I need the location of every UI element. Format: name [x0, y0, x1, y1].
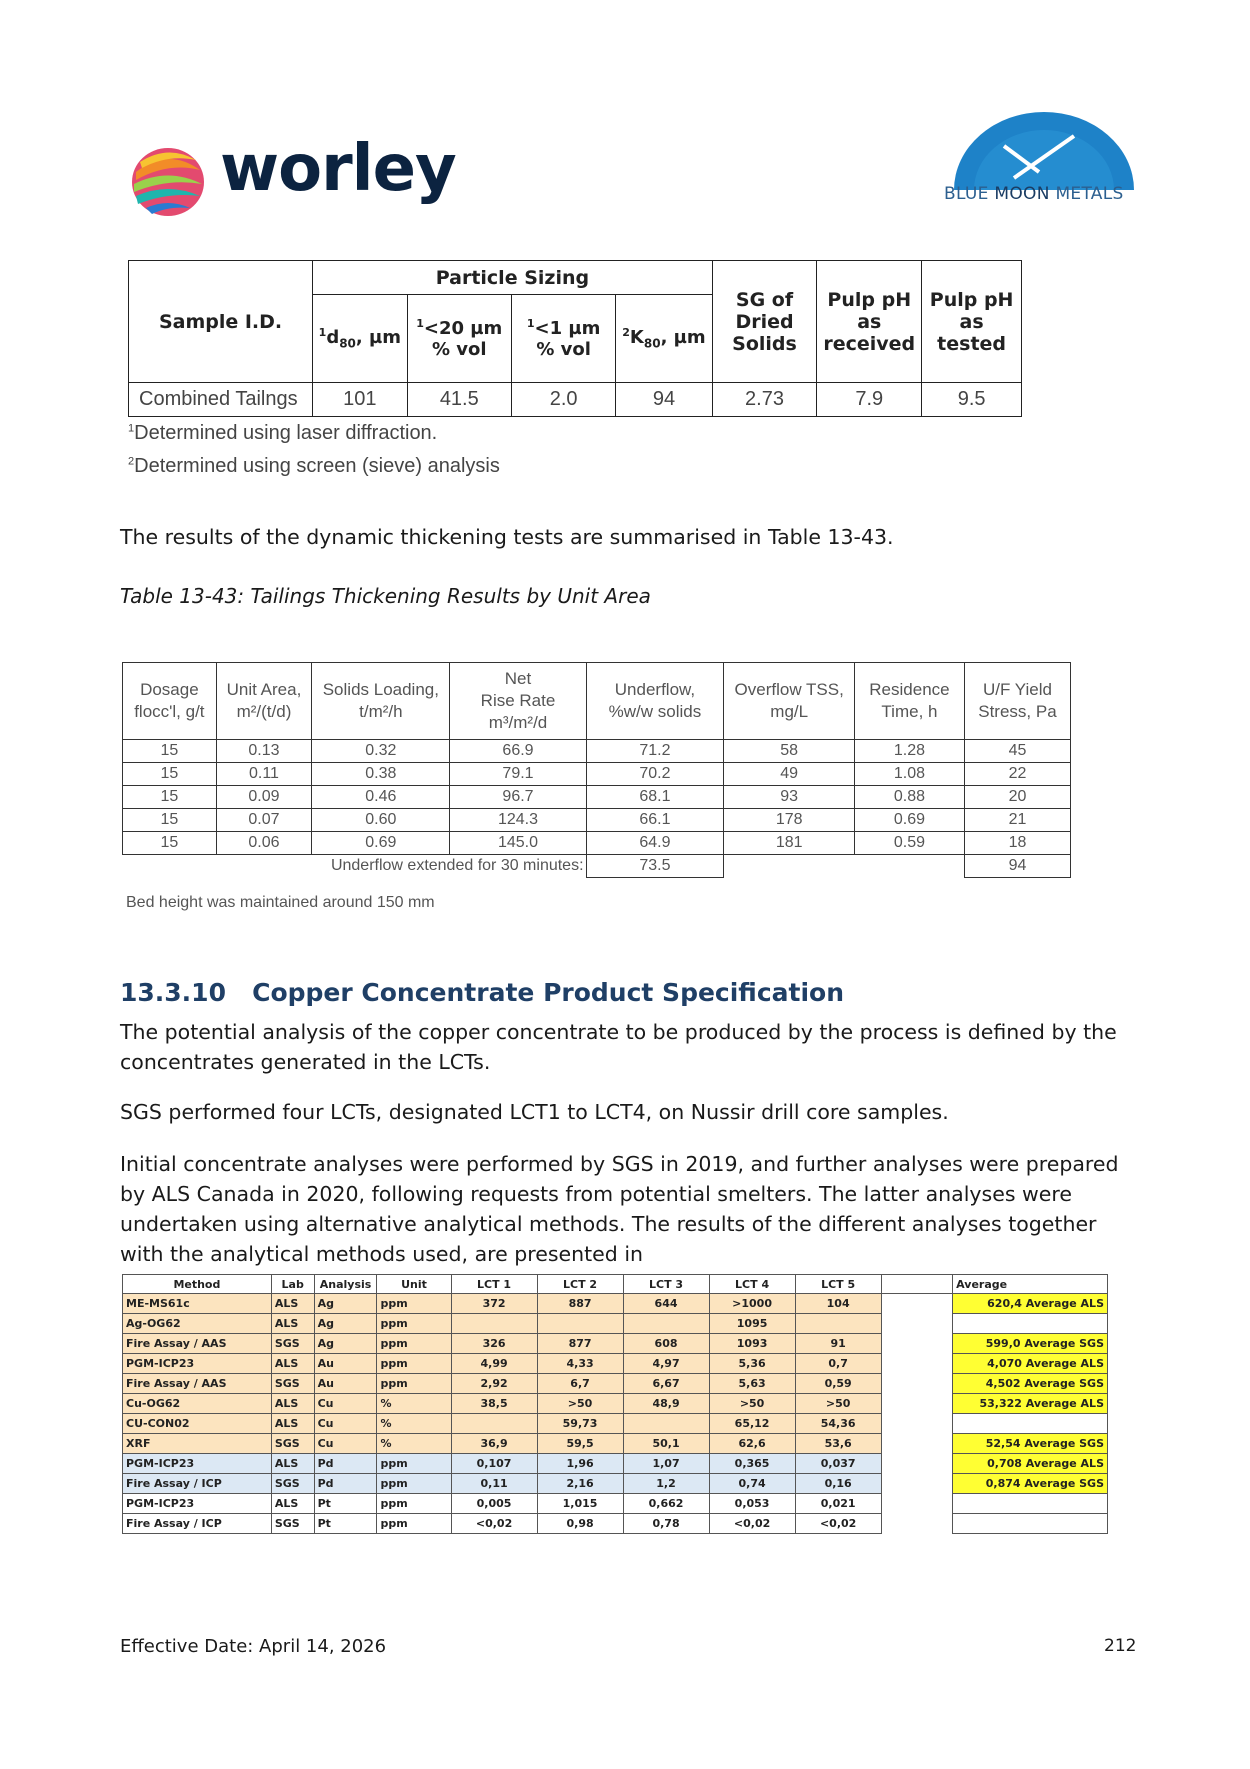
- header-unit: Unit: [377, 1275, 451, 1294]
- table-cell: 66.1: [586, 809, 724, 832]
- table-cell: 15: [123, 809, 217, 832]
- footer-effective-date: Effective Date: April 14, 2026: [120, 1636, 387, 1657]
- table-cell: Combined Tailngs: [129, 383, 313, 417]
- table-cell: 59,5: [537, 1434, 623, 1454]
- table-cell: 2.73: [712, 383, 817, 417]
- table-cell: ppm: [377, 1334, 451, 1354]
- table-row: [123, 1314, 1108, 1334]
- footer-page-number: 212: [1104, 1636, 1137, 1656]
- table-cell: 644: [623, 1294, 709, 1314]
- table-cell: 0,021: [795, 1494, 881, 1514]
- header-yield-stress: U/F Yield Stress, Pa: [964, 663, 1070, 740]
- table-cell: Fire Assay / AAS: [123, 1374, 272, 1394]
- table-cell: Ag: [314, 1334, 377, 1354]
- table-cell: 0.60: [312, 809, 450, 832]
- table-cell: 93: [724, 786, 855, 809]
- table-cell: 66.9: [450, 740, 586, 763]
- table-cell: ALS: [271, 1494, 314, 1514]
- table-cell: Cu: [314, 1414, 377, 1434]
- header-average: Average: [953, 1275, 1108, 1294]
- table-row: [123, 1514, 1108, 1534]
- table-cell: Fire Assay / ICP: [123, 1514, 272, 1534]
- table-cell: 0,037: [795, 1454, 881, 1474]
- table-cell: [451, 1414, 537, 1434]
- table-cell: 0,662: [623, 1494, 709, 1514]
- table-cell: ALS: [271, 1294, 314, 1314]
- table-cell: 49: [724, 763, 855, 786]
- table-cell: 53,6: [795, 1434, 881, 1454]
- table-cell: 41.5: [407, 383, 511, 417]
- table-row: [123, 1494, 1108, 1514]
- table-cell: 887: [537, 1294, 623, 1314]
- table-cell: 0.09: [216, 786, 312, 809]
- table-cell: 0,107: [451, 1454, 537, 1474]
- blank-cell: [881, 1314, 953, 1334]
- average-cell: 620,4 Average ALS: [953, 1294, 1108, 1314]
- table-cell: 62,6: [709, 1434, 795, 1454]
- table-cell: %: [377, 1414, 451, 1434]
- average-cell: 53,322 Average ALS: [953, 1394, 1108, 1414]
- blue-moon-metals-logo: [940, 112, 1150, 212]
- blue-moon-metals-wordmark: BLUE MOON METALS: [944, 184, 1124, 204]
- blank-cell: [724, 855, 965, 878]
- table-row: [123, 786, 1071, 809]
- table-cell: 0.13: [216, 740, 312, 763]
- average-cell: 0,708 Average ALS: [953, 1454, 1108, 1474]
- blank-cell: [881, 1494, 953, 1514]
- table-cell: Pt: [314, 1514, 377, 1534]
- table-cell: 0,005: [451, 1494, 537, 1514]
- table-row: [123, 1394, 1108, 1414]
- table-row: [123, 1294, 1108, 1314]
- blank-cell: [881, 1474, 953, 1494]
- table-cell: 0.07: [216, 809, 312, 832]
- header-ph-received: Pulp pH as received: [817, 261, 922, 383]
- extended-label: Underflow extended for 30 minutes:: [330, 857, 584, 875]
- table-row: [123, 809, 1071, 832]
- table-row: [129, 383, 1022, 417]
- header-lab: Lab: [271, 1275, 314, 1294]
- table-cell: 0.88: [854, 786, 964, 809]
- table-cell: ALS: [271, 1354, 314, 1374]
- table-cell: Au: [314, 1374, 377, 1394]
- blank-cell: [881, 1394, 953, 1414]
- table-row: [123, 1454, 1108, 1474]
- table-cell: 45: [964, 740, 1070, 763]
- table-cell: 0,98: [537, 1514, 623, 1534]
- paragraph-potential-analysis: The potential analysis of the copper concentrate to be produced by the process is defined by the concentrates generated in the LCTs.: [120, 1020, 1117, 1074]
- header-analysis: Analysis: [314, 1275, 377, 1294]
- table-cell: ppm: [377, 1494, 451, 1514]
- table-cell: 877: [537, 1334, 623, 1354]
- table-cell: 0,59: [795, 1374, 881, 1394]
- header-lct2: LCT 2: [537, 1275, 623, 1294]
- table-cell: 6,67: [623, 1374, 709, 1394]
- table-cell: ppm: [377, 1474, 451, 1494]
- table-cell: Fire Assay / AAS: [123, 1334, 272, 1354]
- table-row: [123, 1354, 1108, 1374]
- table-row: [123, 1374, 1108, 1394]
- header-particle-sizing: Particle Sizing: [313, 261, 713, 295]
- table-cell: ppm: [377, 1374, 451, 1394]
- thickening-results-table: [122, 662, 1071, 878]
- table-cell: 124.3: [450, 809, 586, 832]
- table-cell: 6,7: [537, 1374, 623, 1394]
- table-cell: 0.06: [216, 832, 312, 855]
- table-cell: ppm: [377, 1514, 451, 1534]
- table-cell: 0,16: [795, 1474, 881, 1494]
- table-cell: %: [377, 1394, 451, 1414]
- worley-swirl-icon: [128, 142, 208, 220]
- table-cell: 68.1: [586, 786, 724, 809]
- header-k80: $^2K_{80}$, µm: [616, 295, 712, 383]
- header-d80: $^1d_{80}$, µm: [313, 295, 407, 383]
- bed-height-note: Bed height was maintained around 150 mm: [126, 894, 435, 911]
- table-cell: 15: [123, 786, 217, 809]
- average-cell: [953, 1514, 1108, 1534]
- table-cell: 2,92: [451, 1374, 537, 1394]
- table-cell: <0,02: [451, 1514, 537, 1534]
- moon-logo-icon: [944, 112, 1144, 192]
- header-sample-id: Sample I.D.: [129, 261, 313, 383]
- header-sg-dried-solids: SG of Dried Solids: [712, 261, 817, 383]
- blank-cell: [881, 1374, 953, 1394]
- header-method: Method: [123, 1275, 272, 1294]
- table-cell: 2,16: [537, 1474, 623, 1494]
- table-cell: Au: [314, 1354, 377, 1374]
- table-cell: %: [377, 1434, 451, 1454]
- blank-cell: [881, 1354, 953, 1374]
- table-cell: 54,36: [795, 1414, 881, 1434]
- table-cell: XRF: [123, 1434, 272, 1454]
- table-cell: 94: [616, 383, 712, 417]
- table-cell: 0.59: [854, 832, 964, 855]
- table-cell: 9.5: [922, 383, 1022, 417]
- table-cell: 0.69: [854, 809, 964, 832]
- table-cell: PGM-ICP23: [123, 1494, 272, 1514]
- average-cell: 599,0 Average SGS: [953, 1334, 1108, 1354]
- header-lct5: LCT 5: [795, 1275, 881, 1294]
- extended-underflow: 73.5: [586, 855, 724, 878]
- header-lct3: LCT 3: [623, 1275, 709, 1294]
- table-cell: 1.28: [854, 740, 964, 763]
- table-cell: Cu: [314, 1394, 377, 1414]
- table-cell: >50: [537, 1394, 623, 1414]
- table-cell: 178: [724, 809, 855, 832]
- table-row: [123, 832, 1071, 855]
- table-cell: 1.08: [854, 763, 964, 786]
- table-cell: ppm: [377, 1314, 451, 1334]
- table-cell: 1093: [709, 1334, 795, 1354]
- worley-wordmark: worley: [220, 132, 456, 206]
- table-cell: 608: [623, 1334, 709, 1354]
- table-cell: [451, 1314, 537, 1334]
- table-cell: 15: [123, 763, 217, 786]
- table-cell: ALS: [271, 1314, 314, 1334]
- extended-yield-stress: 94: [964, 855, 1070, 878]
- table-cell: ppm: [377, 1294, 451, 1314]
- table-cell: 1095: [709, 1314, 795, 1334]
- table-cell: Pd: [314, 1454, 377, 1474]
- table-cell: 64.9: [586, 832, 724, 855]
- table-cell: 0,74: [709, 1474, 795, 1494]
- table-cell: 50,1: [623, 1434, 709, 1454]
- table-cell: CU-CON02: [123, 1414, 272, 1434]
- average-cell: [953, 1314, 1108, 1334]
- table-cell: [623, 1414, 709, 1434]
- table-cell: 91: [795, 1334, 881, 1354]
- table-cell: 2.0: [511, 383, 615, 417]
- header-below-20um: $^1$<20 µm % vol: [407, 295, 511, 383]
- table-cell: 79.1: [450, 763, 586, 786]
- blank-cell: [881, 1334, 953, 1354]
- table-cell: 0.38: [312, 763, 450, 786]
- paragraph-thickening-intro: The results of the dynamic thickening tests are summarised in Table 13-43.: [120, 525, 894, 549]
- table-cell: 1,015: [537, 1494, 623, 1514]
- table-cell: 15: [123, 740, 217, 763]
- paragraph-analyses: Initial concentrate analyses were performed by SGS in 2019, and further analyses were prepared by ALS Canada in 2020, following requests from potential smelters. The latter analyses were undertaken using alternative analytical methods. The results of the different analyses together with the analytical methods used, are presented in: [120, 1152, 1119, 1266]
- worley-logo: [128, 132, 468, 224]
- table-cell: 4,33: [537, 1354, 623, 1374]
- table-cell: [623, 1314, 709, 1334]
- blank-cell: [881, 1414, 953, 1434]
- table-cell: PGM-ICP23: [123, 1354, 272, 1374]
- header-underflow: Underflow, %w/w solids: [586, 663, 724, 740]
- header-unit-area: Unit Area, m²/(t/d): [216, 663, 312, 740]
- table-cell: >1000: [709, 1294, 795, 1314]
- table-cell: [537, 1314, 623, 1334]
- section-heading: 13.3.10 Copper Concentrate Product Specification: [120, 978, 845, 1007]
- table-cell: Ag-OG62: [123, 1314, 272, 1334]
- table-cell: ALS: [271, 1394, 314, 1414]
- table-cell: 0,11: [451, 1474, 537, 1494]
- table-row-extended: [123, 855, 1071, 878]
- table-cell: Ag: [314, 1314, 377, 1334]
- average-cell: 4,502 Average SGS: [953, 1374, 1108, 1394]
- table-cell: >50: [709, 1394, 795, 1414]
- blank-cell: [881, 1434, 953, 1454]
- table-cell: 1,07: [623, 1454, 709, 1474]
- table-cell: ppm: [377, 1454, 451, 1474]
- table-cell: 38,5: [451, 1394, 537, 1414]
- table-cell: 181: [724, 832, 855, 855]
- table-row: [123, 763, 1071, 786]
- table-cell: 7.9: [817, 383, 922, 417]
- table-cell: 104: [795, 1294, 881, 1314]
- table-cell: 71.2: [586, 740, 724, 763]
- table-cell: 58: [724, 740, 855, 763]
- table-cell: 0,7: [795, 1354, 881, 1374]
- header-lct4: LCT 4: [709, 1275, 795, 1294]
- table-row: [123, 740, 1071, 763]
- table-cell: Ag: [314, 1294, 377, 1314]
- average-cell: [953, 1494, 1108, 1514]
- table-cell: 59,73: [537, 1414, 623, 1434]
- table-cell: 18: [964, 832, 1070, 855]
- table-cell: 36,9: [451, 1434, 537, 1454]
- table-cell: ppm: [377, 1354, 451, 1374]
- table-cell: 20: [964, 786, 1070, 809]
- table-cell: 96.7: [450, 786, 586, 809]
- table-cell: >50: [795, 1394, 881, 1414]
- table-cell: 0,053: [709, 1494, 795, 1514]
- table-cell: PGM-ICP23: [123, 1454, 272, 1474]
- table-cell: SGS: [271, 1514, 314, 1534]
- table-cell: <0,02: [795, 1514, 881, 1534]
- table-cell: 4,97: [623, 1354, 709, 1374]
- table-cell: 372: [451, 1294, 537, 1314]
- header-below-1um: $^1$<1 µm % vol: [511, 295, 615, 383]
- table-cell: Cu: [314, 1434, 377, 1454]
- footnote-1: $^1$Determined using laser diffraction.: [128, 422, 438, 444]
- table-cell: 21: [964, 809, 1070, 832]
- table-cell: [795, 1314, 881, 1334]
- table-cell: Pd: [314, 1474, 377, 1494]
- table-cell: 70.2: [586, 763, 724, 786]
- table-row: [123, 1434, 1108, 1454]
- table-cell: 0,78: [623, 1514, 709, 1534]
- table-cell: 48,9: [623, 1394, 709, 1414]
- average-cell: 52,54 Average SGS: [953, 1434, 1108, 1454]
- table-cell: <0,02: [709, 1514, 795, 1534]
- table-cell: 65,12: [709, 1414, 795, 1434]
- blank-cell: [881, 1454, 953, 1474]
- footnote-2: $^2$Determined using screen (sieve) analysis: [128, 455, 500, 477]
- average-cell: 4,070 Average ALS: [953, 1354, 1108, 1374]
- table-cell: SGS: [271, 1474, 314, 1494]
- table-cell: 4,99: [451, 1354, 537, 1374]
- header-dosage: Dosage flocc'l, g/t: [123, 663, 217, 740]
- table-cell: 15: [123, 832, 217, 855]
- table-cell: 0.46: [312, 786, 450, 809]
- table-cell: 101: [313, 383, 407, 417]
- table-cell: 5,63: [709, 1374, 795, 1394]
- average-cell: 0,874 Average SGS: [953, 1474, 1108, 1494]
- header-lct1: LCT 1: [451, 1275, 537, 1294]
- table-cell: 0,365: [709, 1454, 795, 1474]
- table-row: [123, 1334, 1108, 1354]
- table-cell: SGS: [271, 1334, 314, 1354]
- table-cell: SGS: [271, 1374, 314, 1394]
- table-cell: SGS: [271, 1434, 314, 1454]
- header-net-rise-rate: Net Rise Rate m³/m²/d: [450, 663, 586, 740]
- table-cell: 1,2: [623, 1474, 709, 1494]
- table-cell: ALS: [271, 1414, 314, 1434]
- header-ph-tested: Pulp pH as tested: [922, 261, 1022, 383]
- header-overflow-tss: Overflow TSS, mg/L: [724, 663, 855, 740]
- table-cell: Pt: [314, 1494, 377, 1514]
- table-row: [123, 1474, 1108, 1494]
- table-cell: 22: [964, 763, 1070, 786]
- table-cell: 145.0: [450, 832, 586, 855]
- table-cell: 0.11: [216, 763, 312, 786]
- table-cell: Fire Assay / ICP: [123, 1474, 272, 1494]
- table-row: [123, 1414, 1108, 1434]
- table-cell: ME-MS61c: [123, 1294, 272, 1314]
- table-cell: ALS: [271, 1454, 314, 1474]
- table-cell: 1,96: [537, 1454, 623, 1474]
- paragraph-sgs-lcts: SGS performed four LCTs, designated LCT1 to LCT4, on Nussir drill core samples.: [120, 1100, 949, 1124]
- blank-cell: [881, 1294, 953, 1314]
- header-residence-time: Residence Time, h: [854, 663, 964, 740]
- table-cell: 5,36: [709, 1354, 795, 1374]
- blank-cell: [881, 1514, 953, 1534]
- concentrate-analysis-table: [122, 1274, 1108, 1534]
- tailings-properties-table: [128, 260, 1022, 417]
- table-cell: 326: [451, 1334, 537, 1354]
- table-cell: 0.69: [312, 832, 450, 855]
- average-cell: [953, 1414, 1108, 1434]
- table-caption: Table 13-43: Tailings Thickening Results by Unit Area: [120, 584, 651, 608]
- header-blank: [881, 1275, 953, 1294]
- header-solids-loading: Solids Loading, t/m²/h: [312, 663, 450, 740]
- table-cell: Cu-OG62: [123, 1394, 272, 1414]
- table-cell: 0.32: [312, 740, 450, 763]
